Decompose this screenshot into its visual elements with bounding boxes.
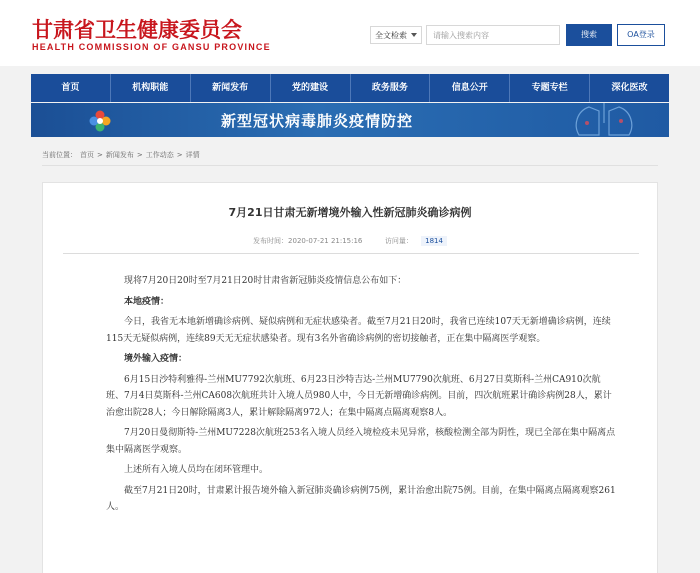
article-meta [43, 236, 657, 246]
nav-item-news[interactable]: 新闻发布 [191, 74, 271, 102]
breadcrumb-work-updates[interactable]: 工作动态 [145, 151, 174, 159]
search-input[interactable]: 请输入搜索内容 [426, 25, 560, 45]
site-logo-cn[interactable]: 甘肃省卫生健康委员会 [32, 18, 242, 42]
publish-time: 发布时间：2020-07-21 21:15:16 [253, 237, 363, 245]
section-heading-local: 本地疫情： [124, 296, 170, 307]
article-paragraph: 上述所有入境人员均在闭环管理中。 [124, 465, 269, 475]
covid-banner[interactable] [31, 103, 669, 137]
article-paragraph: 7月20日曼彻斯特-兰州MU7228次航班253名入境人员经入境检疫未见异常，核酸检测全部为阴性，现已全部在集中隔离点集中隔离医学观察。 [106, 428, 616, 455]
search-scope-select[interactable] [370, 26, 422, 44]
divider [42, 165, 658, 166]
banner-title: 新型冠状病毒肺炎疫情防控 [221, 112, 414, 130]
article-panel [42, 182, 658, 573]
breadcrumb [42, 150, 203, 160]
breadcrumb-label: 当前位置： [42, 151, 77, 159]
breadcrumb-separator: > [176, 151, 183, 159]
article-body [106, 273, 616, 520]
nav-item-party[interactable]: 党的建设 [271, 74, 351, 102]
breadcrumb-separator: > [136, 151, 143, 159]
nav-item-reform[interactable]: 深化医改 [611, 83, 648, 93]
lungs-decoration-icon [559, 103, 649, 137]
article-paragraph: 截至7月21日20时，甘肃累计报告境外输入新冠肺炎确诊病例75例，累计治愈出院75例。目前，在集中隔离点隔离观察261人。 [106, 485, 616, 512]
breadcrumb-separator: > [97, 151, 103, 159]
main-nav [31, 74, 669, 102]
nav-item-topics[interactable]: 专题专栏 [510, 74, 590, 102]
nav-item-services[interactable]: 政务服务 [351, 74, 431, 102]
article-title: 7月21日甘肃无新增境外输入性新冠肺炎确诊病例 [228, 206, 472, 219]
site-header [0, 0, 700, 66]
article-paragraph: 6月15日沙特利雅得-兰州MU7792次航班、6月23日沙特吉达-兰州MU7790次航班、6月27日莫斯科-兰州CA910次航班、7月4日莫斯科-兰州CA608次航班共计入境人员980人中，今日无新增确诊病例。目前，四次航班累计确诊病例28人，累计治愈出院28人；今日解除隔离3人，累计解除隔离972人；在集中隔离点隔离观察8人。 [106, 374, 612, 418]
virus-logo-icon [86, 107, 114, 135]
nav-item-functions[interactable]: 机构职能 [111, 74, 191, 102]
search-button[interactable]: 搜索 [566, 24, 612, 46]
breadcrumb-home[interactable]: 首页 [80, 151, 94, 159]
chevron-down-icon [411, 33, 417, 37]
breadcrumb-current: 详情 [185, 151, 200, 159]
section-heading-imported: 境外输入疫情： [124, 354, 188, 364]
nav-item-disclosure[interactable]: 信息公开 [430, 74, 510, 102]
views-count: 1814 [421, 236, 447, 246]
article-paragraph: 今日，我省无本地新增确诊病例、疑似病例和无症状感染者。截至7月21日20时，我省已连续107天无新增确诊病例，连续115天无疑似病例，连续89天无无症状感染者。现有3名外省确诊病例的密切接触者，正在集中隔离医学观察。 [106, 317, 611, 344]
site-logo-en[interactable]: HEALTH COMMISSION OF GANSU PROVINCE [32, 42, 271, 52]
article-paragraph: 现将7月20日20时至7月21日20时甘肃省新冠肺炎疫情信息公布如下： [124, 276, 407, 286]
search-scope-label: 全文检索 [375, 31, 407, 40]
views-label: 访问量： [384, 237, 413, 245]
nav-item-home[interactable]: 首页 [31, 74, 111, 102]
breadcrumb-news[interactable]: 新闻发布 [105, 151, 134, 159]
oa-login-button[interactable]: OA登录 [617, 24, 665, 46]
divider [63, 253, 639, 254]
